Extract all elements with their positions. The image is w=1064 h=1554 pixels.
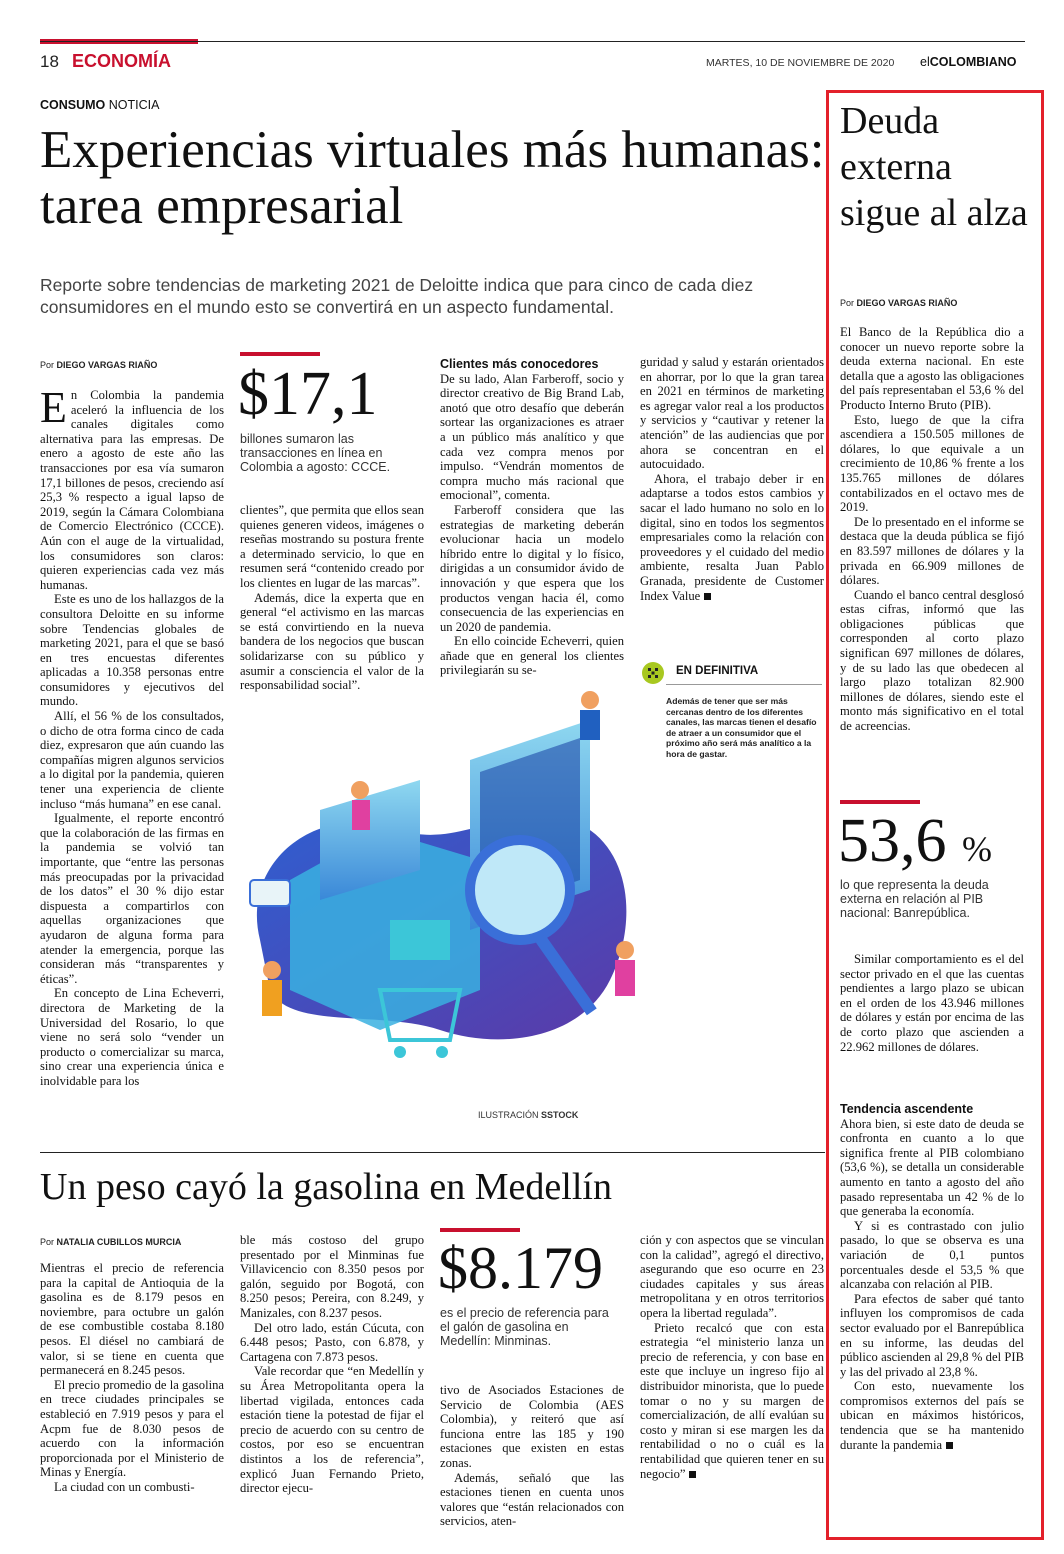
box-rule <box>666 684 822 685</box>
end-mark-icon <box>689 1471 696 1478</box>
stat3-caption: lo que representa la deuda externa en relación al PIB nacional: Banrepública. <box>840 878 989 920</box>
stat3-unit: % <box>962 829 992 869</box>
a2-col1-paragraph: Mientras el precio de referencia para la capital de Antioquia de la gasolina es de 8.179 pesos en noviembre, para octubre un galón de ese combustible costaba 8.180 pesos. El diésel no cambiará de valor, si se tiene en cuenta que permanecerá en 8.245 pesos. <box>40 1261 224 1378</box>
a3-paragraph: Esto, luego de que la cifra ascendiera a 150.505 millones de dólares, lo que equivale a un crecimiento de 10,86 % frente a los 135.765 millones de dólares contabilizados en el octavo mes de 2019. <box>840 412 1024 515</box>
stat3-value: 53,6 % <box>838 807 992 875</box>
stat2-rule <box>440 1228 520 1232</box>
a3-paragraph: El Banco de la República dio a conocer un nuevo reporte sobre la deuda externa nacional. En este detalla que a agosto las obligaciones del país representaban el 53,6 % del Producto Interno Bruto (PIB). <box>840 325 1024 412</box>
a3-paragraph: Y si es contrastado con julio pasado, lo que se observa es una variación de 0,1 puntos porcentuales desde el 53,5 % que alcanzaba con relación al PIB. <box>840 1218 1024 1292</box>
article2-byline: Por NATALIA CUBILLOS MURCIA <box>40 1237 182 1247</box>
a2-col3-paragraph: Además, señaló que las estaciones tienen en cuenta unos valores que “están relacionados con servicios, aten- <box>440 1470 624 1529</box>
article3-part-b <box>840 952 1024 1054</box>
a2-col4-paragraph: ción y con aspectos que se vinculan con la calidad”, agregó el directivo, asegurando que eso ocurre en 23 ciudades capitales y sus áreas metropolitana y en otros territorios opera la libertad regulada”. <box>640 1233 824 1320</box>
col3-paragraph: Farberoff considera que las estrategias de marketing deberán evolucionar hacia un modelo híbrido entre lo digital y lo físico, dirigidas a un consumidor ávido de innovación y que espera que los productos vengan hacia él, como consecuencia de las experiencias en un 2020 de pandemia. <box>440 502 624 634</box>
masthead-name: COLOMBIANO <box>929 55 1017 69</box>
a2-col1-paragraph: La ciudad con un combusti- <box>54 1479 195 1494</box>
end-mark-icon <box>704 593 711 600</box>
article2-headline: Un peso cayó la gasolina en Medellín <box>40 1166 612 1208</box>
article1-col2 <box>240 503 424 693</box>
stat1-caption: billones sumaron las transacciones en línea en Colombia a agosto: CCCE. <box>240 432 391 474</box>
col3-paragraph: En ello coincide Echeverri, quien añade que en general los clientes privilegiarán su se- <box>440 634 624 678</box>
article1-col3 <box>440 355 624 678</box>
a2-col1-paragraph: El precio promedio de la gasolina en trece ciudades principales se estableció en 7.919 pesos y para el Acpm fue de 8.030 pesos de acuerdo con la información proporcionada por el Ministerio de Minas y Energía. <box>40 1377 224 1480</box>
ecommerce-illustration <box>230 690 650 1130</box>
illustration <box>230 690 650 1130</box>
a3-paragraph: Para efectos de saber qué tanto influyen los compromisos de cada sector evaluado por el Banrepública en su informe, las deudas del público ascienden al 29,8 % del PIB y las del privado al 23,8 %. <box>840 1291 1024 1379</box>
article2-col3 <box>440 1383 624 1529</box>
col3-paragraph: De su lado, Alan Farberoff, socio y director creativo de Big Brand Lab, anotó que otro desafío que deberán sortear las organizaciones es atraer a un público más analítico y que cada vez compra menos por impulso. “Vendrán momentos de compra mucho más racional que emocional”, comenta. <box>440 371 624 503</box>
col1-paragraph: En Colombia la pandemia aceleró la influencia de los canales digitales como alternativa para las empresas. De enero a agosto de este año las transacciones por esa vía sumaron 17,1 billones de pesos, creciendo así 25,3 % respecto a igual lapso de 2019, según la Cámara Colombiana de Comercio Electrónico (CCCE). Aún con el auge de la virtualidad, los consumidores son claros: quieren experiencias cada vez más humanas. <box>40 383 224 592</box>
a3-paragraph: De lo presentado en el informe se destaca que la deuda pública se fijó en 83.597 millones de dólares y la privada en 66.909 millones de dólares. <box>840 514 1024 588</box>
article3-part-a <box>840 325 1024 734</box>
a3-paragraph: Ahora bien, si este dato de deuda se confronta en cuanto a lo que significa frente al PIB colombiano (53,6 %), se detalla un considerable aumento en tanto a agosto del año pasado representaba un 42 % de lo que generaba la economía. <box>840 1116 1024 1219</box>
a2-col3-paragraph: tivo de Asociados Estaciones de Servicio de Colombia (AES Colombia), y reiteró que así funciona entre las 185 y 190 estaciones que existen en estas zonas. <box>440 1383 624 1470</box>
article1-byline: Por DIEGO VARGAS RIAÑO <box>40 360 158 370</box>
section-name: ECONOMÍA <box>72 51 171 71</box>
col3-subhead: Clientes más conocedores <box>440 357 599 371</box>
header-rule <box>40 41 1025 42</box>
a2-col4-paragraph: Prieto recalcó que con esta estrategia “el ministerio lanza un precio de referencia, y con base en este que incluye un ingreso fijo al distribuidor minorista, que lo puede tomar o no y su margen de comercialización, de allí evalúan su costo y miran si ese margen les da rentabilidad o no o cuál es la rentabilidad que quieren tener en su negocio” <box>640 1320 824 1481</box>
a2-col2-paragraph: Vale recordar que “en Medellín y su Área Metropolitanta opera la libertad vigilada, entonces cada estación tiene la potestad de fijar el precio de acuerdo con su centro de costos, por eso se encuentran distintos a los de referencia”, explicó Juan Fernando Prieto, director ejecu- <box>240 1364 424 1496</box>
masthead <box>920 55 1017 69</box>
a3-paragraph: Similar comportamiento es el del sector privado en el que las cuentas pendientes a largo plazo se ubican en el orden de los 43.946 millones de dólares y están por encima de las de corto plazo que ascienden a 22.962 millones de dólares. <box>840 952 1024 1054</box>
kicker-light: NOTICIA <box>108 98 160 112</box>
page-number: 18 <box>40 52 59 71</box>
a3-paragraph: Con esto, nuevamente los compromisos externos del país se ubican en máximos históricos, tendencia que se ha mantenido durante la pandemia <box>840 1379 1024 1452</box>
end-mark-icon <box>946 1442 953 1449</box>
col2-paragraph: Además, dice la experta que en general “el activismo en las marcas se está convirtiendo en la nueva bandera de los negocios que buscan solidarizarse con su público y asumir a consciencia el valor de la responsabilidad social”. <box>240 590 424 693</box>
stat1-value: $17,1 <box>238 360 378 428</box>
article3-byline: Por DIEGO VARGAS RIAÑO <box>840 298 958 308</box>
article2-col2 <box>240 1233 424 1496</box>
article3-part-c <box>840 1100 1024 1452</box>
article2-col4 <box>640 1233 824 1481</box>
col4-paragraph: Ahora, el trabajo deber ir en adaptarse a todos estos cambios y sacar el lado humano no solo en lo digital, sino en todos los segmentos empresariales como la relación con proveedores y el cuidado del medio ambiente, resalta Juan Pablo Granada, presidente de Customer Index Value <box>640 471 824 603</box>
box-text: Además de tener que ser más cercanas dentro de los diferentes canales, las marcas tienen el desafío de atraer a un consumidor que el próximo año será más analítico a la hora de gastar. <box>666 696 817 759</box>
col1-paragraph: Este es uno de los hallazgos de la consultora Deloitte en su informe sobre Tendencias globales de marketing 2021, para el que se basó en tres encuestas diferentes aplicadas a 10.358 personas entre consumidores y ejecutivos del mundo. <box>40 592 224 709</box>
box-icon <box>642 662 664 684</box>
article1-col1 <box>40 383 224 1089</box>
stat2-caption: es el precio de referencia para el galón de gasolina en Medellín: Minminas. <box>440 1306 609 1348</box>
col1-paragraph: En concepto de Lina Echeverri, directora de Marketing de la Universidad del Rosario, lo que viene no será solo “vender un producto o comercializar su marca, sino crear una experiencia única e inolvidable para los <box>40 986 224 1088</box>
a3-subhead: Tendencia ascendente <box>840 1102 974 1116</box>
col2-paragraph: clientes”, que permita que ellos sean quienes generen videos, imágenes o reseñas mostrando su postura frente a determinado servicio, lo que en resumen será “contenido creado por los clientes en lugar de las marcas”. <box>240 503 424 590</box>
article1-dek: Reporte sobre tendencias de marketing 2021 de Deloitte indica que para cinco de cada diez consumidores en el mundo esto se convertirá en un aspecto fundamental. <box>40 275 754 317</box>
a2-col2-paragraph: Del otro lado, están Cúcuta, con 6.448 pesos; Pasto, con 6.878, y Cartagena con 7.873 pesos. <box>240 1320 424 1364</box>
article1-col4 <box>640 355 824 603</box>
box-title: EN DEFINITIVA <box>676 665 759 677</box>
stat2-value: $8.179 <box>438 1235 603 1301</box>
a2-col2-paragraph: ble más costoso del grupo presentado por el Minminas fue Villavicencio con 8.350 pesos por galón, seguido por Bogotá, con 8.250 pesos; Pereira, con 8.249, y Manizales, con 8.237 pesos. <box>240 1233 424 1320</box>
a3-paragraph: Cuando el banco central desglosó estas cifras, informó que las obligaciones públicas que corresponden al corto plazo significan 697 millones de dólares, y de su lado las que obedecen al largo plazo totalizan 82.900 millones de dólares, siendo este el monto más significativo en el total de acreencias. <box>840 587 1024 734</box>
col1-paragraph: Igualmente, el reporte encontró que la colaboración de las firmas en la pandemia se volvió tan importante, que “entre las personas más preocupadas por la privacidad de los datos” el 30 % dijo estar dispuesta a compartirlos con aquellas organizaciones que ayudaron de alguna forma para atender la emergencia, porque las consideran más “transparentes y éticas”. <box>40 811 224 986</box>
dropcap: E <box>40 383 67 432</box>
article1-headline: Experiencias virtuales más humanas: tarea empresarial <box>40 121 825 235</box>
illustration-credit: ILUSTRACIÓN SSTOCK <box>478 1110 579 1120</box>
grid-dots-icon <box>642 662 664 684</box>
stat3-rule <box>840 800 920 804</box>
stat1-rule <box>240 352 320 356</box>
issue-date: MARTES, 10 DE NOVIEMBRE DE 2020 <box>706 57 895 69</box>
col4-paragraph: guridad y salud y estarán orientados en ahorrar, por lo que la gran tarea en 2021 en términos de marketing es agregar valor real a los productos y servicios y “cautivar y retener la atención” de las audiencias que por ahora se concentran en el autocuidado. <box>640 355 824 472</box>
article2-col1 <box>40 1261 224 1495</box>
article1-kicker <box>40 98 159 112</box>
masthead-prefix: el <box>920 55 930 69</box>
kicker-bold: CONSUMO <box>40 98 106 112</box>
article2-top-rule <box>40 1152 825 1153</box>
col1-paragraph: Allí, el 56 % de los consultados, o dicho de otra forma cinco de cada diez, expresaron que aún cuando las compañías migren algunos servicios a lo digital por la pandemia, quieren tener una experiencia de cliente incluso “más humana” en ese canal. <box>40 709 224 811</box>
article3-headline: Deuda externa sigue al alza <box>840 100 1028 234</box>
